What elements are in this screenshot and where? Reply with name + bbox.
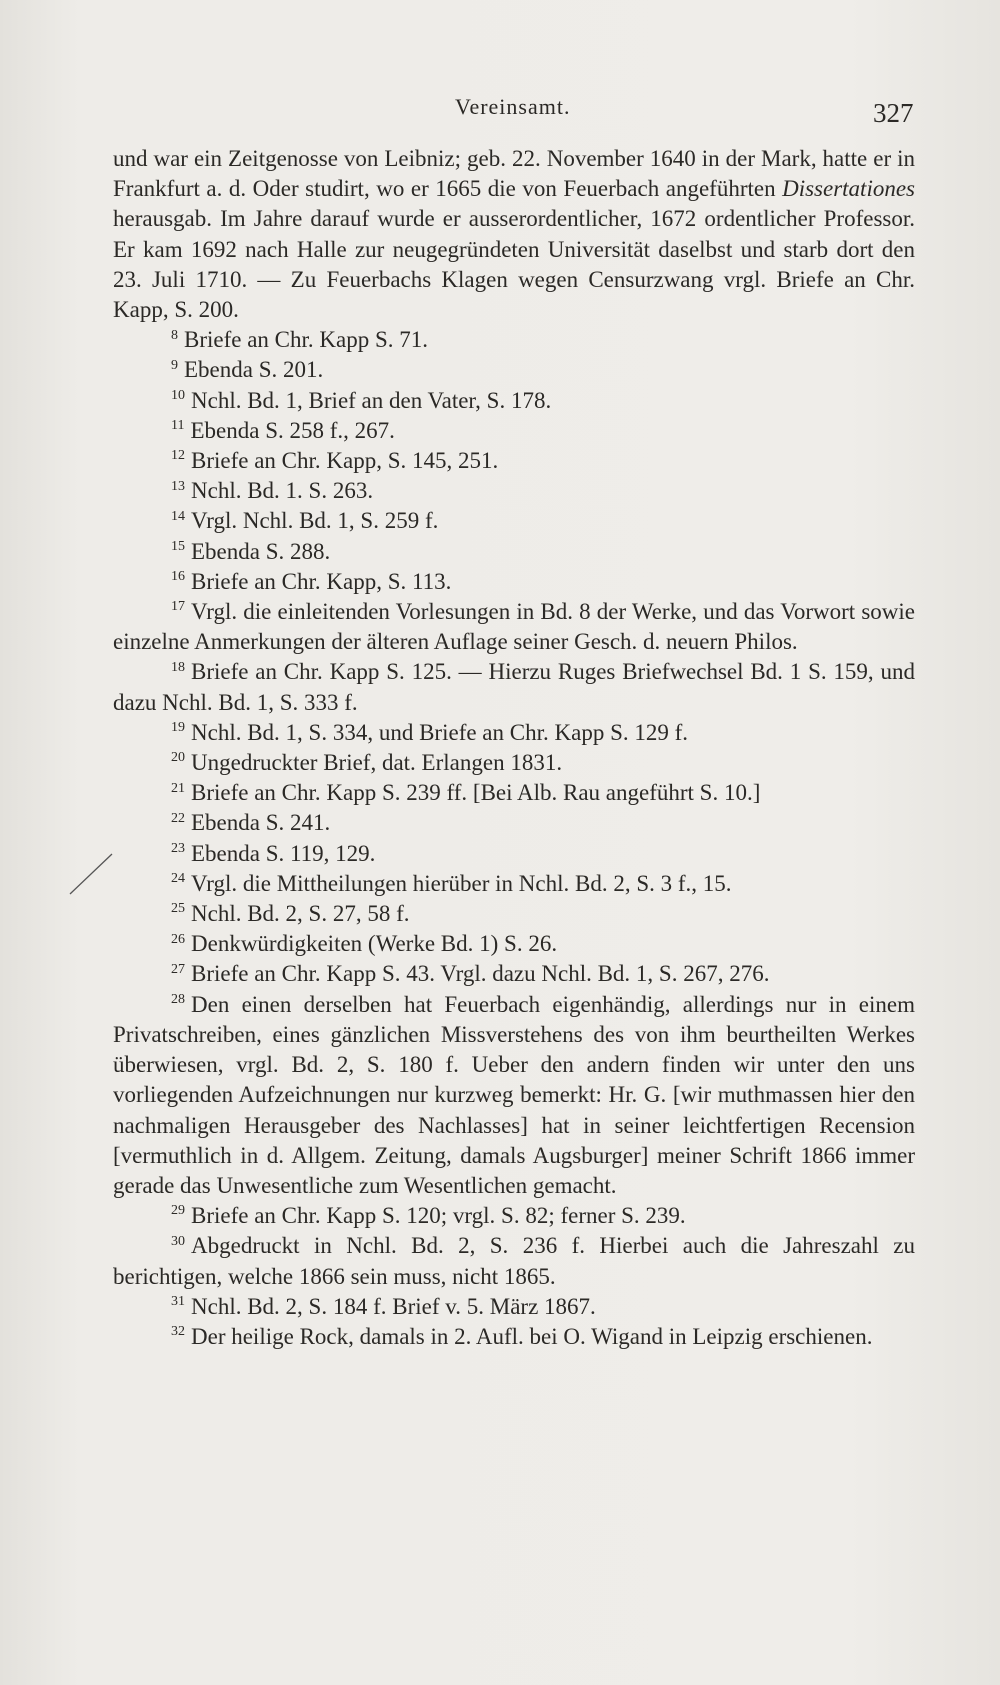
continuation-italic: Dissertationes (782, 176, 915, 202)
footnote-text: Denkwürdigkeiten (Werke Bd. 1) S. 26. (191, 931, 558, 957)
running-title: Vereinsamt. (455, 94, 571, 119)
footnote-text: Nchl. Bd. 2, S. 27, 58 f. (191, 901, 410, 927)
footnote-text: Nchl. Bd. 1, Brief an den Vater, S. 178. (191, 387, 552, 413)
footnote (113, 325, 915, 355)
footnote (113, 355, 915, 385)
footnote (113, 839, 915, 869)
footnote (113, 990, 915, 1201)
footnote-number: 16 (171, 569, 185, 585)
footnote (113, 386, 915, 416)
footnote-text: Vrgl. die einleitenden Vorlesungen in Bd. 8 der Werke, und das Vorwort sowie einzelne Anmerkungen der älteren Auflage seiner Gesch. d. neuern Philos. (113, 599, 915, 655)
footnote-text: Briefe an Chr. Kapp S. 71. (184, 327, 429, 353)
footnote-number: 25 (171, 901, 185, 917)
footnote-text: Ebenda S. 119, 129. (191, 840, 376, 866)
footnote (113, 567, 915, 597)
footnote-text: Der heilige Rock, damals in 2. Aufl. bei O. Wigand in Leipzig erschienen. (191, 1323, 873, 1349)
footnote-number: 15 (171, 538, 185, 554)
footnote-text: Ebenda S. 241. (191, 810, 331, 836)
footnote (113, 748, 915, 778)
footnote-text: Nchl. Bd. 1, S. 334, und Briefe an Chr. Kapp S. 129 f. (191, 719, 689, 745)
footnote-number: 12 (171, 448, 185, 464)
footnote (113, 899, 915, 929)
footnote-text: Ebenda S. 258 f., 267. (190, 417, 395, 443)
footnote-text: Briefe an Chr. Kapp S. 239 ff. [Bei Alb. Rau angeführt S. 10.] (191, 780, 761, 806)
footnote (113, 1292, 915, 1322)
footnote-number: 22 (171, 810, 185, 826)
continuation-text-end: herausgab. Im Jahre darauf wurde er ausserordentlicher, 1672 ordentlicher Professor. Er kam 1692 nach Halle zur neugegründeten Universität daselbst und starb dort den 23. Juli 1710. — Zu Feuerbachs Klagen wegen Censurzwang vrgl. Briefe an Chr. Kapp, S. 200. (113, 206, 915, 323)
footnote-number: 8 (171, 327, 178, 343)
page-number: 327 (873, 98, 914, 128)
footnote-text: Ungedruckter Brief, dat. Erlangen 1831. (191, 750, 563, 776)
footnote (113, 808, 915, 838)
footnote-continuation (113, 144, 915, 325)
footnote (113, 718, 915, 748)
footnote (113, 476, 915, 506)
footnote-number: 9 (171, 357, 178, 373)
footnote-text: Briefe an Chr. Kapp S. 43. Vrgl. dazu Nchl. Bd. 1, S. 267, 276. (191, 961, 770, 987)
footnote-text: Vrgl. Nchl. Bd. 1, S. 259 f. (191, 508, 439, 534)
footnote-number: 17 (171, 599, 185, 615)
footnote-number: 21 (171, 780, 185, 796)
footnote-number: 28 (171, 992, 185, 1008)
footnote-text: Ebenda S. 288. (191, 538, 331, 564)
footnote (113, 537, 915, 567)
footnote (113, 1322, 915, 1352)
footnote (113, 1231, 915, 1291)
footnote (113, 929, 915, 959)
footnote-number: 31 (171, 1294, 185, 1310)
footnote-number: 20 (171, 750, 185, 766)
footnote-number: 29 (171, 1203, 185, 1219)
running-head (0, 94, 1000, 128)
footnote-number: 18 (171, 659, 185, 675)
footnote-number: 30 (171, 1233, 185, 1249)
footnote-number: 32 (171, 1324, 185, 1340)
footnote-number: 26 (171, 931, 185, 947)
footnote-text: Briefe an Chr. Kapp, S. 113. (191, 568, 452, 594)
footnote-number: 11 (171, 418, 185, 434)
footnote-text: Abgedruckt in Nchl. Bd. 2, S. 236 f. Hierbei auch die Jahreszahl zu berichtigen, welche 1866 sein muss, nicht 1865. (113, 1233, 915, 1289)
footnote-number: 13 (171, 478, 185, 494)
footnote-text: Briefe an Chr. Kapp, S. 145, 251. (191, 448, 499, 474)
footnote-text: Nchl. Bd. 1. S. 263. (191, 478, 374, 504)
footnote-number: 14 (171, 508, 185, 524)
footnote-number: 10 (171, 387, 185, 403)
footnote-number: 19 (171, 720, 185, 736)
footnote (113, 597, 915, 657)
footnote (113, 416, 915, 446)
footnote (113, 506, 915, 536)
footnote-number: 24 (171, 871, 185, 887)
footnote-text: Nchl. Bd. 2, S. 184 f. Brief v. 5. März 1867. (191, 1293, 596, 1319)
footnote (113, 959, 915, 989)
footnotes (113, 144, 915, 1352)
footnote (113, 446, 915, 476)
footnote (113, 657, 915, 717)
pencil-margin-mark (66, 850, 116, 900)
footnote (113, 1201, 915, 1231)
footnote-text: Briefe an Chr. Kapp S. 120; vrgl. S. 82; ferner S. 239. (191, 1203, 686, 1229)
footnote-number: 23 (171, 841, 185, 857)
continuation-text: und war ein Zeitgenosse von Leibniz; geb. 22. November 1640 in der Mark, hatte er in Frankfurt a. d. Oder studirt, wo er 1665 die von Feuerbach angeführten (113, 146, 915, 202)
footnote (113, 869, 915, 899)
footnote-text: Briefe an Chr. Kapp S. 125. — Hierzu Ruges Briefwechsel Bd. 1 S. 159, und dazu Nchl. Bd. 1, S. 333 f. (113, 659, 915, 715)
footnote-number: 27 (171, 961, 185, 977)
footnote (113, 778, 915, 808)
footnote-text: Vrgl. die Mittheilungen hierüber in Nchl. Bd. 2, S. 3 f., 15. (191, 870, 732, 896)
footnote-text: Den einen derselben hat Feuerbach eigenhändig, allerdings nur in einem Privatschreiben, eines gänzlichen Missverstehens des von ihm beurtheilten Werkes überwiesen, vrgl. Bd. 2, S. 180 f. Ueber den andern finden wir unter den uns vorliegenden Aufzeichnungen nur kurzweg bemerkt: Hr. G. [wir muthmassen hier den nachmaligen Herausgeber des Nachlasses] hat in seiner leichtfertigen Recension [vermuthlich in d. Allgem. Zeitung, damals Augsburger] meiner Schrift 1866 immer gerade das Unwesentliche zum Wesentlichen gemacht. (113, 991, 915, 1198)
footnote-text: Ebenda S. 201. (184, 357, 324, 383)
